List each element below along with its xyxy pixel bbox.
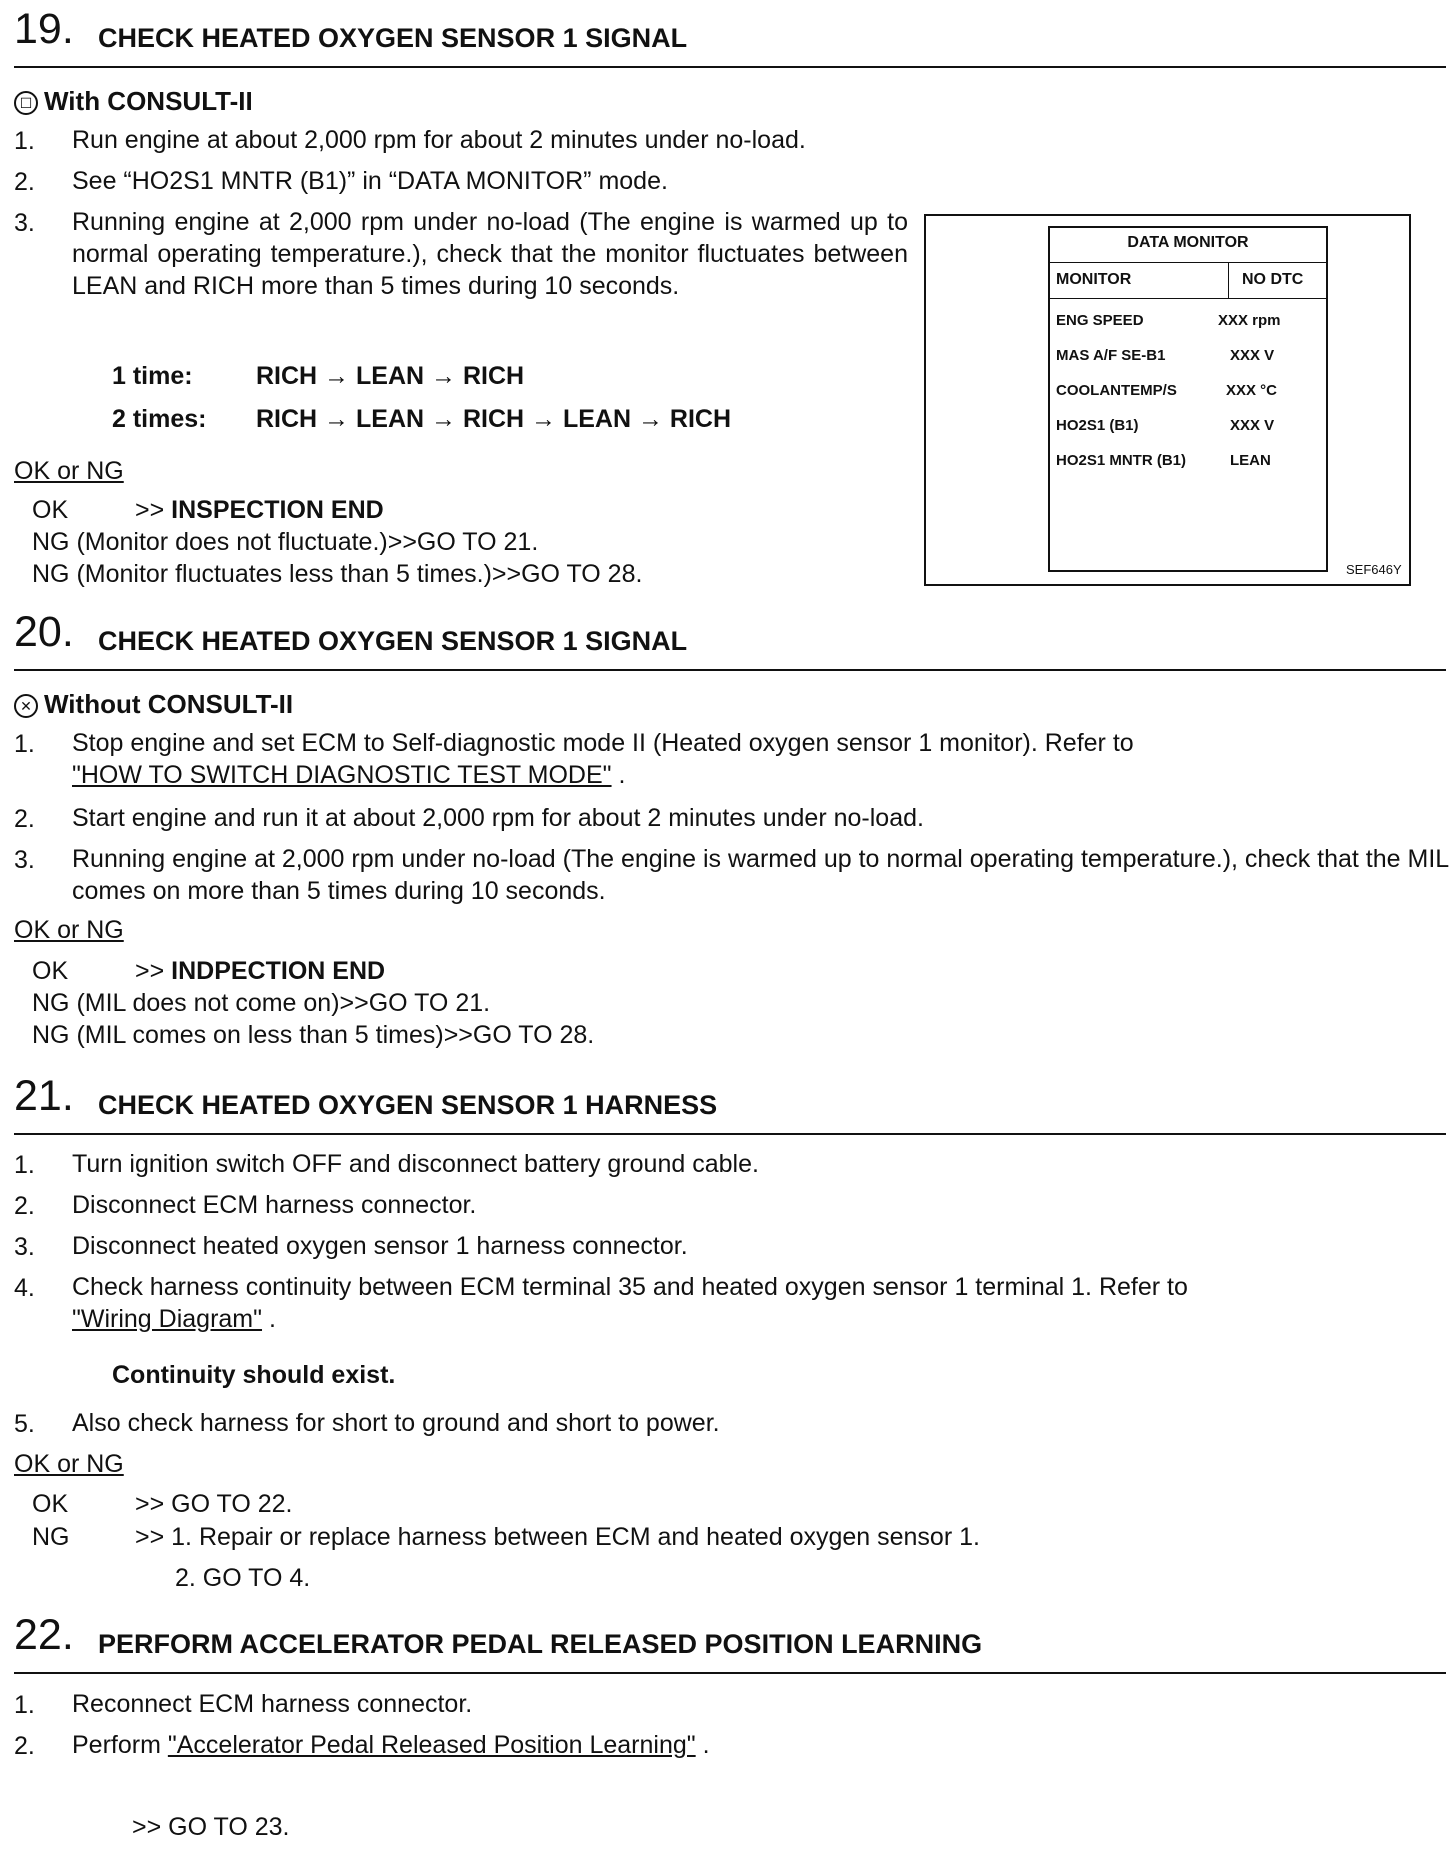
status-column-header: NO DTC bbox=[1242, 271, 1304, 288]
data-monitor-title: DATA MONITOR bbox=[1127, 234, 1249, 251]
list-number: 5. bbox=[14, 1410, 35, 1438]
step-number: 22. bbox=[14, 1611, 74, 1659]
ok-result: INDPECTION END bbox=[171, 957, 386, 985]
list-number: 2. bbox=[14, 805, 35, 833]
ok-or-ng-heading: OK or NG bbox=[14, 916, 124, 944]
mode-text: With CONSULT-II bbox=[44, 86, 253, 116]
ok-or-ng-heading: OK or NG bbox=[14, 457, 124, 485]
step-title: CHECK HEATED OXYGEN SENSOR 1 HARNESS bbox=[98, 1090, 718, 1120]
result-arrow bbox=[135, 957, 385, 986]
monitor-row-label: MAS A/F SE-B1 bbox=[1056, 347, 1166, 364]
ok-result: INSPECTION END bbox=[171, 496, 384, 524]
item-text: Perform bbox=[72, 1731, 161, 1759]
list-number: 1. bbox=[14, 730, 35, 758]
step-title: CHECK HEATED OXYGEN SENSOR 1 SIGNAL bbox=[98, 23, 688, 53]
consult-mode-label bbox=[14, 87, 253, 117]
list-item: Disconnect ECM harness connector. bbox=[72, 1191, 477, 1219]
list-item: Disconnect heated oxygen sensor 1 harness connector. bbox=[72, 1232, 688, 1260]
ng-result-1: NG (Monitor does not fluctuate.)>>GO TO 21. bbox=[32, 528, 539, 556]
list-item: Start engine and run it at about 2,000 rpm for about 2 minutes under no-load. bbox=[72, 804, 924, 832]
list-item-continuation: "HOW TO SWITCH DIAGNOSTIC TEST MODE" . bbox=[72, 761, 626, 789]
spec-note: Continuity should exist. bbox=[112, 1361, 396, 1389]
ng-result-2: 2. GO TO 4. bbox=[175, 1564, 311, 1592]
ok-label: OK bbox=[32, 1490, 69, 1518]
step-number: 19. bbox=[14, 5, 74, 53]
no-consult-icon: ✕ bbox=[14, 694, 38, 718]
ng-result-1: NG (MIL does not come on)>>GO TO 21. bbox=[32, 989, 491, 1017]
divider bbox=[1050, 262, 1326, 263]
step-22-header bbox=[14, 1611, 1446, 1674]
list-item: Reconnect ECM harness connector. bbox=[72, 1690, 473, 1718]
list-item: Running engine at 2,000 rpm under no-load (The engine is warmed up to normal operating temperature.), check that the MIL comes on more than 5 times during 10 seconds. bbox=[72, 845, 1449, 905]
no-consult-mode-label bbox=[14, 690, 293, 720]
list-item: Also check harness for short to ground and short to power. bbox=[72, 1409, 720, 1437]
list-number: 2. bbox=[14, 168, 35, 196]
list-item: Stop engine and set ECM to Self-diagnostic mode II (Heated oxygen sensor 1 monitor). Refer to bbox=[72, 729, 1134, 757]
pattern-1-value: RICH → LEAN → RICH bbox=[256, 362, 525, 390]
monitor-row-label: COOLANTEMP/S bbox=[1056, 382, 1177, 399]
step-number: 20. bbox=[14, 608, 74, 656]
data-monitor-screen bbox=[1048, 226, 1328, 572]
list-number: 3. bbox=[14, 846, 35, 874]
list-item-continuation: "Wiring Diagram" . bbox=[72, 1305, 276, 1333]
arrow-text: >> bbox=[135, 496, 165, 524]
list-number: 2. bbox=[14, 1732, 35, 1760]
ok-result: >> GO TO 22. bbox=[135, 1490, 293, 1518]
ng-result-2: NG (MIL comes on less than 5 times)>>GO TO 28. bbox=[32, 1021, 595, 1049]
monitor-row-value: XXX °C bbox=[1226, 382, 1278, 399]
pattern-1-label: 1 time: bbox=[112, 362, 193, 390]
list-item: Turn ignition switch OFF and disconnect battery ground cable. bbox=[72, 1150, 759, 1178]
divider bbox=[1228, 262, 1229, 298]
ng-label: NG bbox=[32, 1523, 70, 1551]
monitor-row-label: HO2S1 (B1) bbox=[1056, 417, 1139, 434]
monitor-row-value: XXX V bbox=[1230, 417, 1275, 434]
ng-result-2: NG (Monitor fluctuates less than 5 times.)>>GO TO 28. bbox=[32, 560, 643, 588]
monitor-row-label: ENG SPEED bbox=[1056, 312, 1144, 329]
arrow-text: >> bbox=[135, 957, 165, 985]
go-to-result: >> GO TO 23. bbox=[132, 1813, 290, 1841]
list-number: 3. bbox=[14, 209, 35, 237]
ok-or-ng-heading: OK or NG bbox=[14, 1450, 124, 1478]
list-item: Running engine at 2,000 rpm under no-load (The engine is warmed up to normal operating temperature.), check that the monitor fluctuates between LEAN and RICH more than 5 times during 10 seconds. bbox=[72, 208, 908, 300]
ok-label: OK bbox=[32, 957, 69, 985]
result-arrow bbox=[135, 496, 384, 525]
list-number: 1. bbox=[14, 1151, 35, 1179]
list-number: 1. bbox=[14, 1691, 35, 1719]
consult-icon: ☐ bbox=[14, 91, 38, 115]
list-item: Perform "Accelerator Pedal Released Position Learning" . bbox=[72, 1731, 710, 1759]
list-number: 1. bbox=[14, 127, 35, 155]
list-item: See “HO2S1 MNTR (B1)” in “DATA MONITOR” mode. bbox=[72, 167, 668, 195]
list-number: 4. bbox=[14, 1274, 35, 1302]
divider bbox=[1050, 298, 1326, 299]
wiring-diagram-link[interactable]: "Wiring Diagram" bbox=[72, 1305, 263, 1333]
monitor-column-header: MONITOR bbox=[1056, 271, 1132, 288]
list-number: 3. bbox=[14, 1233, 35, 1261]
list-number: 2. bbox=[14, 1192, 35, 1220]
step-title: PERFORM ACCELERATOR PEDAL RELEASED POSITION LEARNING bbox=[98, 1629, 983, 1659]
step-21-header bbox=[14, 1072, 1446, 1135]
ng-result-1: >> 1. Repair or replace harness between ECM and heated oxygen sensor 1. bbox=[135, 1523, 980, 1551]
step-20-header bbox=[14, 608, 1446, 671]
step-19-header bbox=[14, 5, 1446, 68]
monitor-row-value: LEAN bbox=[1230, 452, 1271, 469]
monitor-row-value: XXX V bbox=[1230, 347, 1275, 364]
test-mode-link[interactable]: "HOW TO SWITCH DIAGNOSTIC TEST MODE" bbox=[72, 761, 612, 789]
step-title: CHECK HEATED OXYGEN SENSOR 1 SIGNAL bbox=[98, 626, 688, 656]
list-item: Run engine at about 2,000 rpm for about 2 minutes under no-load. bbox=[72, 126, 806, 154]
monitor-row-value: XXX rpm bbox=[1218, 312, 1281, 329]
pattern-2-value: RICH → LEAN → RICH → LEAN → RICH bbox=[256, 405, 731, 433]
pedal-learning-link[interactable]: "Accelerator Pedal Released Position Learning" bbox=[167, 1731, 696, 1759]
ok-label: OK bbox=[32, 496, 69, 524]
monitor-row-label: HO2S1 MNTR (B1) bbox=[1056, 452, 1187, 469]
step-number: 21. bbox=[14, 1072, 74, 1120]
pattern-2-label: 2 times: bbox=[112, 405, 207, 433]
mode-text: Without CONSULT-II bbox=[44, 689, 294, 719]
figure-reference-code: SEF646Y bbox=[1346, 562, 1402, 577]
list-item: Check harness continuity between ECM terminal 35 and heated oxygen sensor 1 terminal 1. Refer to bbox=[72, 1273, 1188, 1301]
